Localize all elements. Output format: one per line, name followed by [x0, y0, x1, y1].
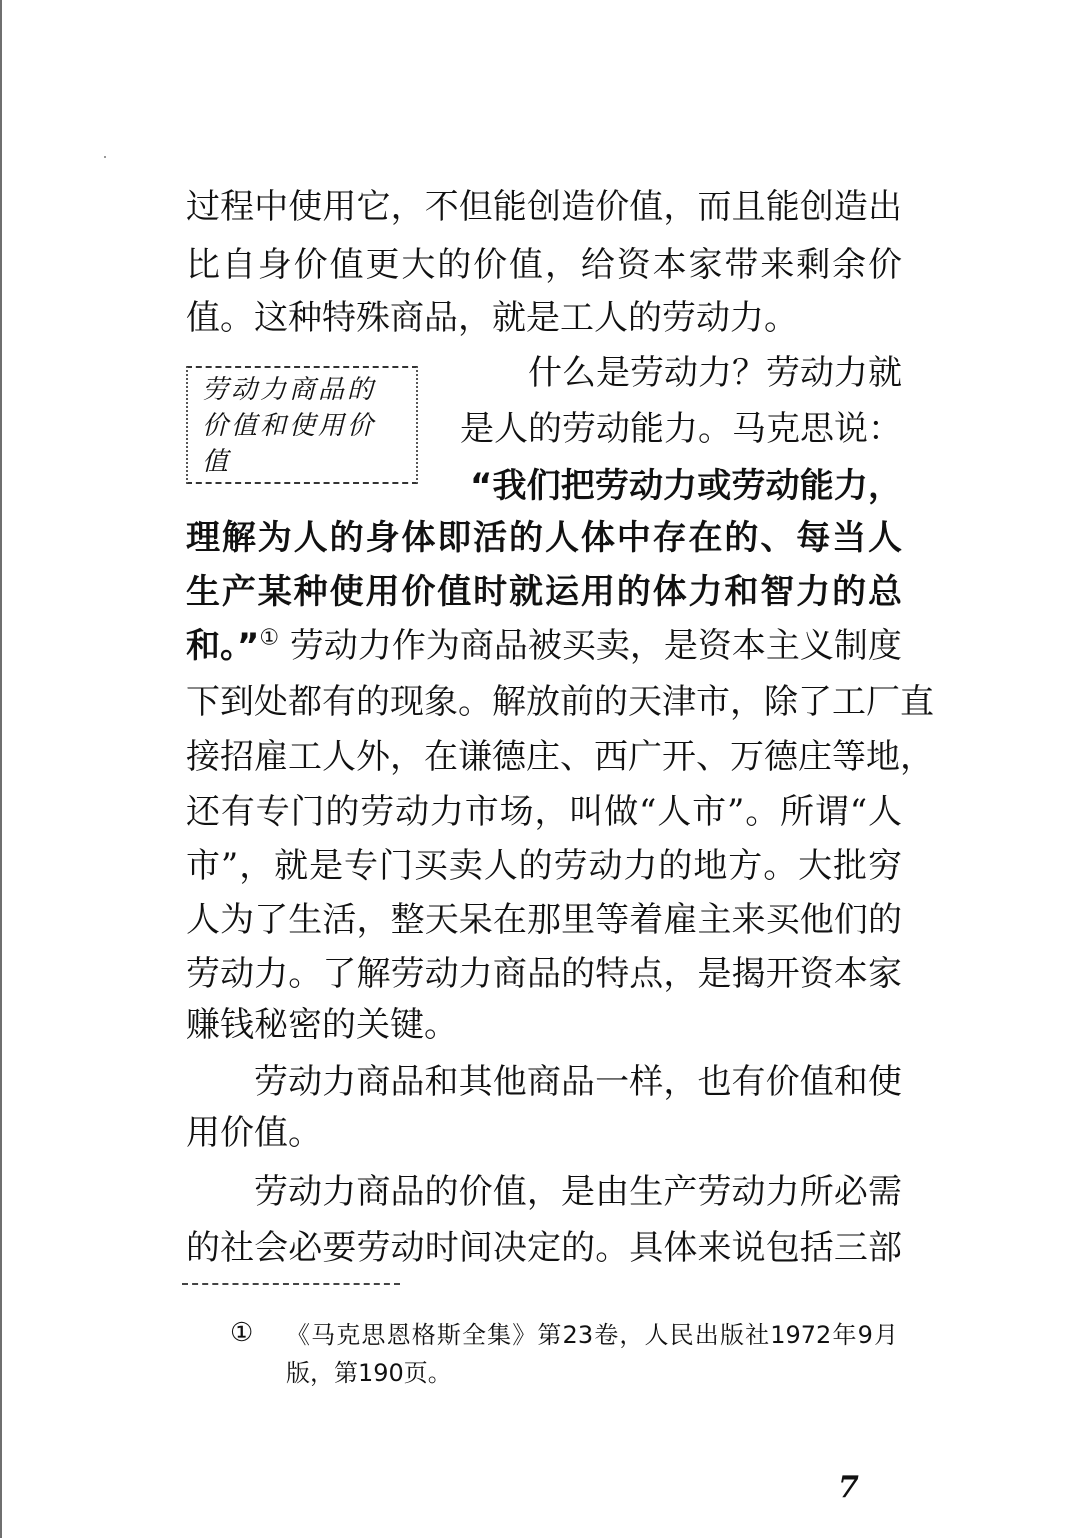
text-line: 劳动力。了解劳动力商品的特点，是揭开资本家	[186, 954, 902, 994]
page-number: 7	[838, 1470, 859, 1505]
sidenote-line: 值	[202, 447, 232, 477]
text-line: 劳动力商品和其他商品一样，也有价值和使	[254, 1062, 902, 1102]
text-line: 是人的劳动能力。马克思说：	[460, 409, 902, 449]
text-line: 用价值。	[186, 1113, 322, 1153]
quote-line: 生产某种使用价值时就运用的体力和智力的总	[186, 572, 902, 612]
margin-sidenote	[186, 366, 418, 484]
text-line: 赚钱秘密的关键。	[186, 1005, 458, 1045]
text-line: 接招雇工人外，在谦德庄、西广开、万德庄等地，	[186, 737, 934, 777]
footnote-ref: ①	[259, 625, 280, 651]
text-line: 下到处都有的现象。解放前的天津市，除了工厂直	[186, 682, 934, 722]
footnote-divider	[182, 1283, 400, 1285]
quote-line: 理解为人的身体即活的人体中存在的、每当人	[186, 518, 902, 558]
text-segment: 劳动力作为商品被买卖，是资本主义制度	[289, 626, 902, 666]
quote-end: 和。”	[186, 626, 260, 666]
text-line: 比自身价值更大的价值，给资本家带来剩余价	[186, 245, 902, 285]
text-line	[186, 617, 902, 675]
text-line: 还有专门的劳动力市场，叫做“人市”。所谓“人	[186, 792, 902, 832]
quote-line: “我们把劳动力或劳动能力，	[470, 466, 902, 506]
text-line: 市”，就是专门买卖人的劳动力的地方。大批穷	[186, 846, 902, 886]
text-line: 的社会必要劳动时间决定的。具体来说包括三部	[186, 1228, 902, 1268]
footnote	[286, 1316, 898, 1392]
footnote-mark: ①	[230, 1318, 254, 1348]
sidenote-line: 价值和使用价	[202, 411, 377, 441]
text-line: 什么是劳动力？劳动力就	[528, 353, 902, 393]
scan-speck	[104, 156, 106, 158]
page-edge	[0, 0, 2, 1538]
text-line: 过程中使用它，不但能创造价值，而且能创造出	[186, 187, 902, 227]
text-line: 人为了生活，整天呆在那里等着雇主来买他们的	[186, 900, 902, 940]
footnote-line: 版，第190页。	[286, 1359, 452, 1387]
footnote-line: 《马克思恩格斯全集》第23卷，人民出版社1972年9月	[286, 1321, 898, 1349]
text-line: 劳动力商品的价值，是由生产劳动力所必需	[254, 1172, 902, 1212]
sidenote-line: 劳动力商品的	[202, 375, 377, 405]
text-line: 值。这种特殊商品，就是工人的劳动力。	[186, 298, 798, 338]
